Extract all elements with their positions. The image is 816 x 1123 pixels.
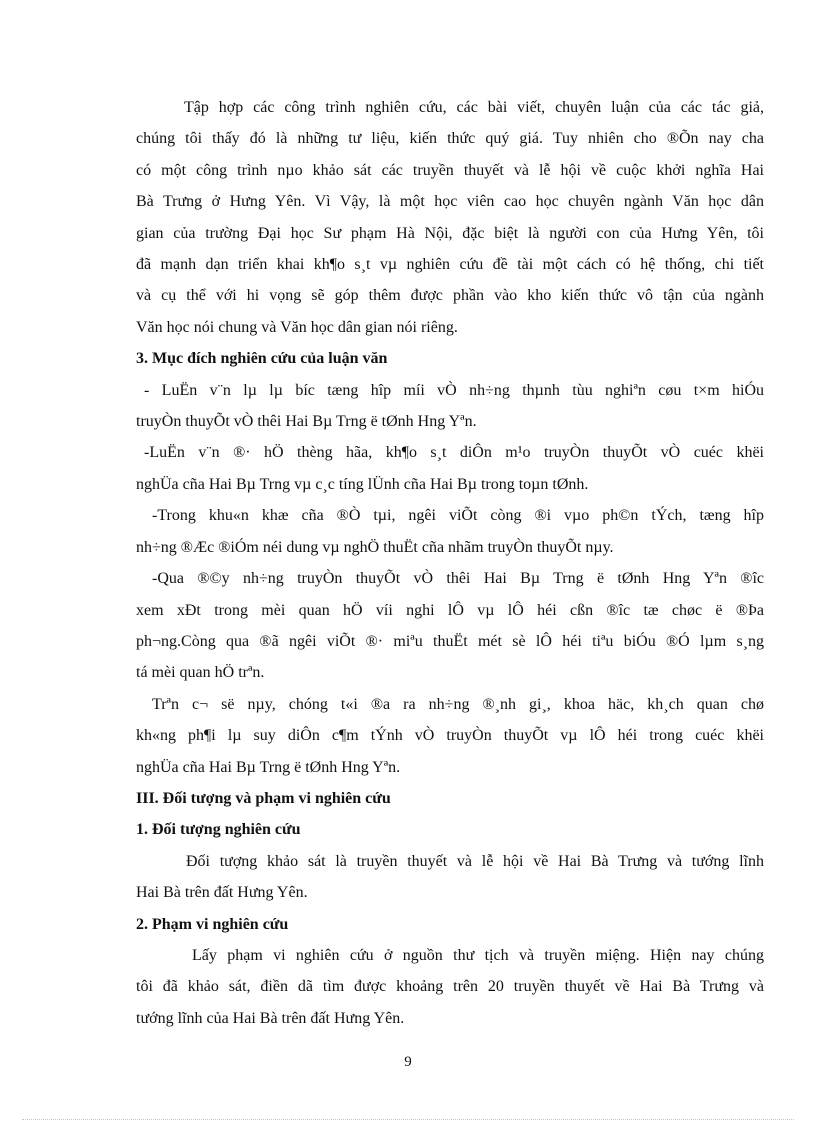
page-bottom-divider: [22, 1119, 794, 1120]
text-line: Hai Bà trên đất Hưng Yên.: [136, 884, 308, 902]
section-heading: 2. Phạm vi nghiên cứu: [136, 915, 289, 933]
page-number: 9: [404, 1054, 412, 1070]
text-line: - LuËn v¨n lµ lµ bíc tæng hîp míi vÒ nh÷ng thµnh tùu nghiªn cøu t×m hiÓu: [144, 381, 764, 399]
text-line: gian của trường Đại học Sư phạm Hà Nội, đặc biệt là người con của Hưng Yên, tôi: [136, 224, 764, 242]
text-line: chúng tôi thấy đó là những tư liệu, kiến thức quý giá. Tuy nhiên cho ®Õn nay cha: [136, 130, 764, 148]
text-line: Bà Trưng ở Hưng Yên. Vì Vậy, là một học viên cao học chuyên ngành Văn học dân: [136, 193, 764, 211]
text-line: Trªn c¬ së nµy, chóng t«i ®a ra nh÷ng ®¸nh gi¸, khoa häc, kh¸ch quan chø: [152, 695, 764, 713]
text-line: -Trong khu«n khæ cña ®Ò tµi, ngêi viÕt còng ®i vµo ph©n tÝch, tæng hîp: [152, 507, 764, 525]
text-line: -LuËn v¨n ®· hÖ thèng hãa, kh¶o s¸t diÔn m¹o truyÒn thuyÕt vÒ cuéc khëi: [144, 444, 764, 462]
text-line: Văn học nói chung và Văn học dân gian nói riêng.: [136, 318, 458, 336]
text-line: Lấy phạm vi nghiên cứu ở nguồn thư tịch và truyền miệng. Hiện nay chúng: [192, 946, 764, 964]
text-line: Đối tượng khảo sát là truyền thuyết và lễ hội về Hai Bà Trưng và tướng lĩnh: [186, 852, 764, 870]
text-line: Tập hợp các công trình nghiên cứu, các bài viết, chuyên luận của các tác giả,: [184, 99, 764, 116]
text-line: có một công trình nµo khảo sát các truyền thuyết và lễ hội về cuộc khởi nghĩa Hai: [136, 161, 764, 179]
section-heading: 3. Mục đích nghiên cứu của luận văn: [136, 350, 388, 368]
text-line: tướng lĩnh của Hai Bà trên đất Hưng Yên.: [136, 1009, 405, 1027]
text-line: và cụ thể với hi vọng sẽ góp thêm được phần vào kho kiến thức vô tận của ngành: [136, 287, 764, 305]
text-line: -Qua ®©y nh÷ng truyÒn thuyÕt vÒ thêi Hai Bµ Trng ë tØnh Hng Yªn ®îc: [152, 570, 764, 588]
text-line: truyÒn thuyÕt vÒ thêi Hai Bµ Trng ë tØnh Hng Yªn.: [136, 413, 477, 431]
section-heading: 1. Đối tượng nghiên cứu: [136, 821, 301, 839]
section-heading: III. Đối tượng và phạm vi nghiên cứu: [136, 789, 391, 807]
text-line: đã mạnh dạn triển khai kh¶o s¸t vµ nghiên cứu đề tài một cách có hệ thống, chi tiết: [136, 256, 764, 274]
document-body: [136, 92, 764, 1034]
text-line: nh÷ng ®Æc ®iÓm néi dung vµ nghÖ thuËt cña nhãm truyÒn thuyÕt nµy.: [136, 538, 614, 556]
text-line: tôi đã khảo sát, điền dã tìm được khoảng trên 20 truyền thuyết về Hai Bà Trưng và: [136, 978, 764, 996]
text-line: kh«ng ph¶i lµ suy diÔn c¶m tÝnh vÒ truyÒn thuyÕt vµ lÔ héi trong cuéc khëi: [136, 727, 764, 745]
text-line: ph¬ng.Còng qua ®ã ngêi viÕt ®· miªu thuËt mét sè lÔ héi tiªu biÓu ®Ó lµm s¸ng: [136, 632, 764, 650]
text-line: xem xÐt trong mèi quan hÖ víi nghi lÔ vµ lÔ héi cßn ®îc tæ chøc ë ®Þa: [136, 601, 764, 619]
text-line: nghÜa cña Hai Bµ Trng ë tØnh Hng Yªn.: [136, 758, 401, 776]
text-line: nghÜa cña Hai Bµ Trng vµ c¸c tíng lÜnh cña Hai Bµ trong toµn tØnh.: [136, 475, 589, 493]
text-line: tá mèi quan hÖ trªn.: [136, 664, 265, 682]
